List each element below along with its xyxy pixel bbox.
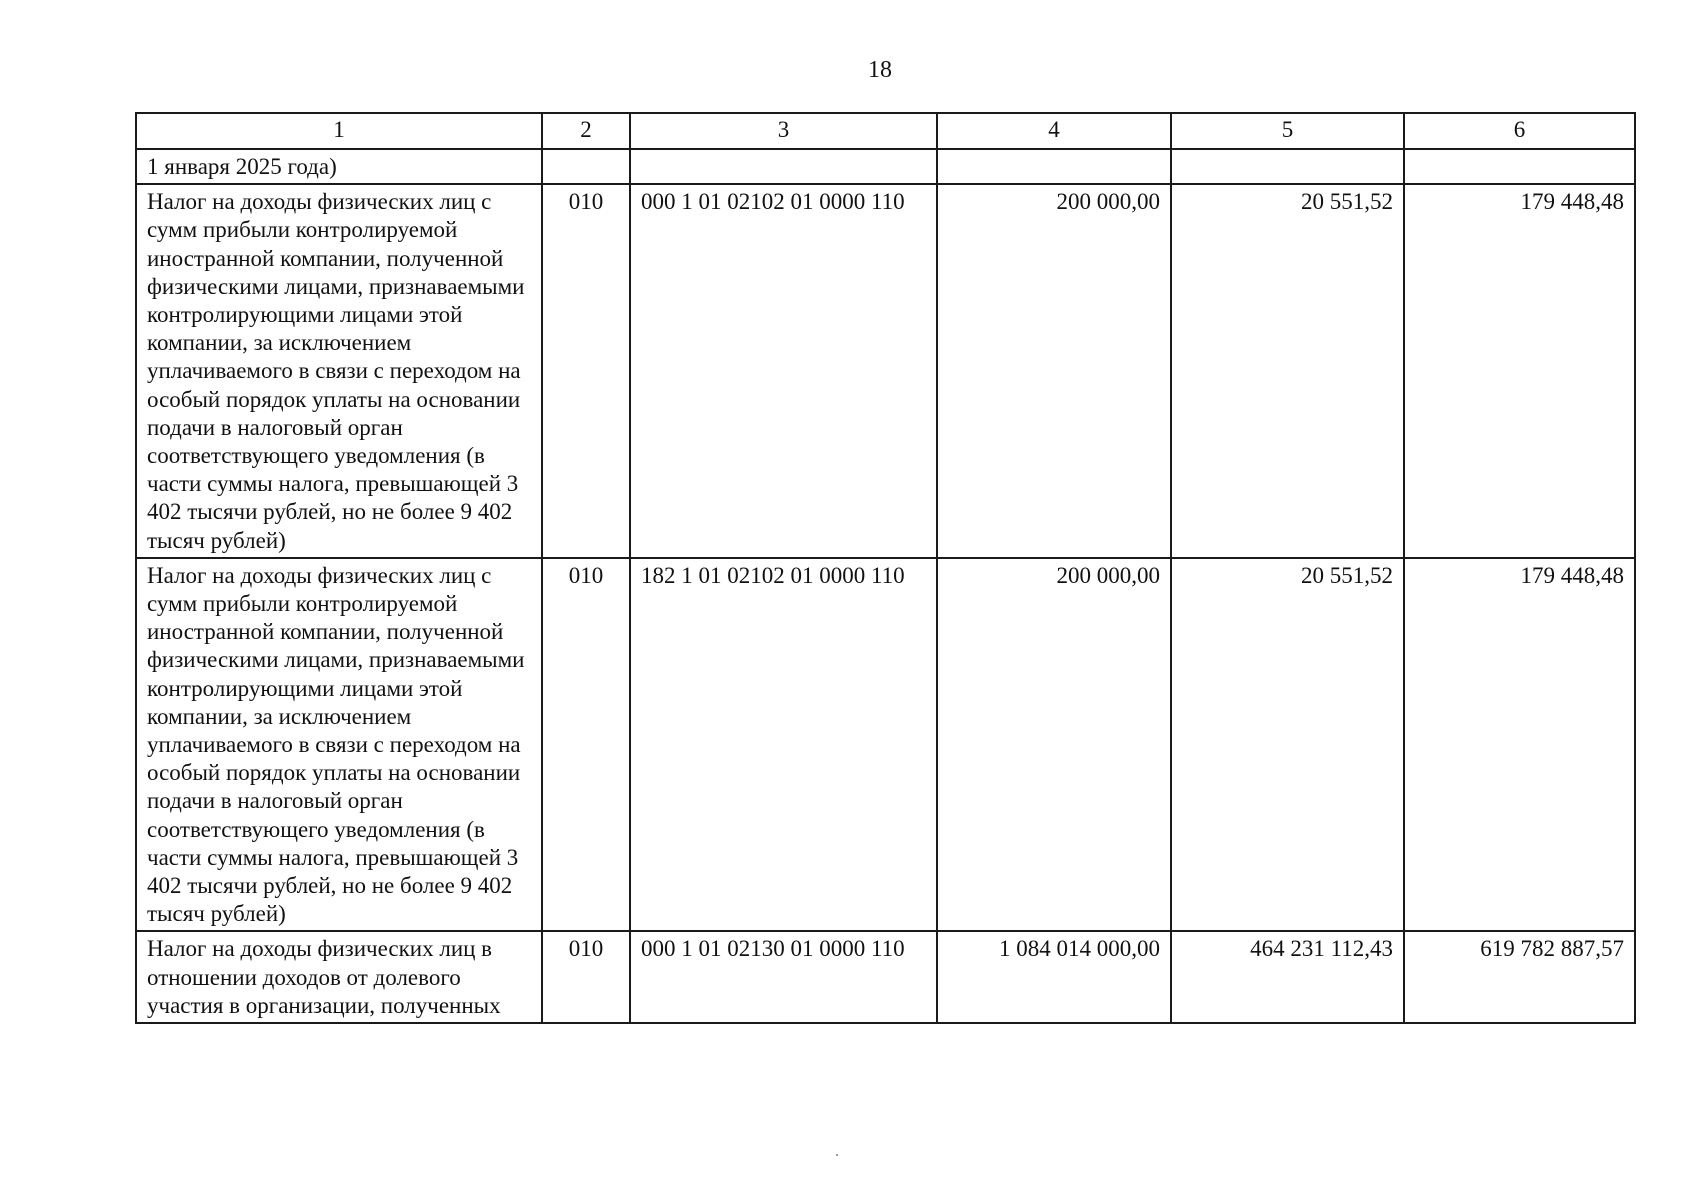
line-code-cell: 010: [542, 184, 630, 558]
executed-amount-cell: [1171, 149, 1404, 184]
budget-code-cell: 000 1 01 02130 01 0000 110: [630, 931, 937, 1023]
column-header-3: 3: [630, 113, 937, 149]
unexecuted-amount-cell: [1404, 149, 1635, 184]
approved-amount-cell: 200 000,00: [937, 184, 1171, 558]
unexecuted-amount-cell: 619 782 887,57: [1404, 931, 1635, 1023]
income-name-cell: Налог на доходы физических лиц с сумм прибыли контролируемой иностранной компании, полученной физическими лицами, признаваемыми контролирующими лицами этой компании, за исключением уплачиваемого в связи с переходом на особый порядок уплаты на основании подачи в налоговый орган соответствующего уведомления (в части суммы налога, превышающей 3 402 тысячи рублей, но не более 9 402 тысяч рублей): [136, 184, 542, 558]
budget-code-cell: 000 1 01 02102 01 0000 110: [630, 184, 937, 558]
line-code-cell: [542, 149, 630, 184]
income-name-cell: Налог на доходы физических лиц с сумм прибыли контролируемой иностранной компании, полученной физическими лицами, признаваемыми контролирующими лицами этой компании, за исключением уплачиваемого в связи с переходом на особый порядок уплаты на основании подачи в налоговый орган соответствующего уведомления (в части суммы налога, превышающей 3 402 тысячи рублей, но не более 9 402 тысяч рублей): [136, 558, 542, 932]
column-header-1: 1: [136, 113, 542, 149]
unexecuted-amount-cell: 179 448,48: [1404, 558, 1635, 932]
unexecuted-amount-cell: 179 448,48: [1404, 184, 1635, 558]
approved-amount-cell: 200 000,00: [937, 558, 1171, 932]
scan-speck: [836, 1154, 838, 1156]
executed-amount-cell: 464 231 112,43: [1171, 931, 1404, 1023]
column-header-4: 4: [937, 113, 1171, 149]
column-number-row: [136, 113, 1635, 149]
table-row: [136, 184, 1635, 558]
table-row: [136, 558, 1635, 932]
budget-execution-table: [135, 112, 1636, 1024]
budget-code-cell: [630, 149, 937, 184]
approved-amount-cell: [937, 149, 1171, 184]
line-code-cell: 010: [542, 558, 630, 932]
table-row: [136, 149, 1635, 184]
executed-amount-cell: 20 551,52: [1171, 558, 1404, 932]
income-name-cell: 1 января 2025 года): [136, 149, 542, 184]
income-name-cell: Налог на доходы физических лиц в отношении доходов от долевого участия в организации, полученных: [136, 931, 542, 1023]
approved-amount-cell: 1 084 014 000,00: [937, 931, 1171, 1023]
line-code-cell: 010: [542, 931, 630, 1023]
budget-code-cell: 182 1 01 02102 01 0000 110: [630, 558, 937, 932]
column-header-2: 2: [542, 113, 630, 149]
column-header-5: 5: [1171, 113, 1404, 149]
page-number: 18: [868, 57, 892, 83]
column-header-6: 6: [1404, 113, 1635, 149]
executed-amount-cell: 20 551,52: [1171, 184, 1404, 558]
table-row: [136, 931, 1635, 1023]
